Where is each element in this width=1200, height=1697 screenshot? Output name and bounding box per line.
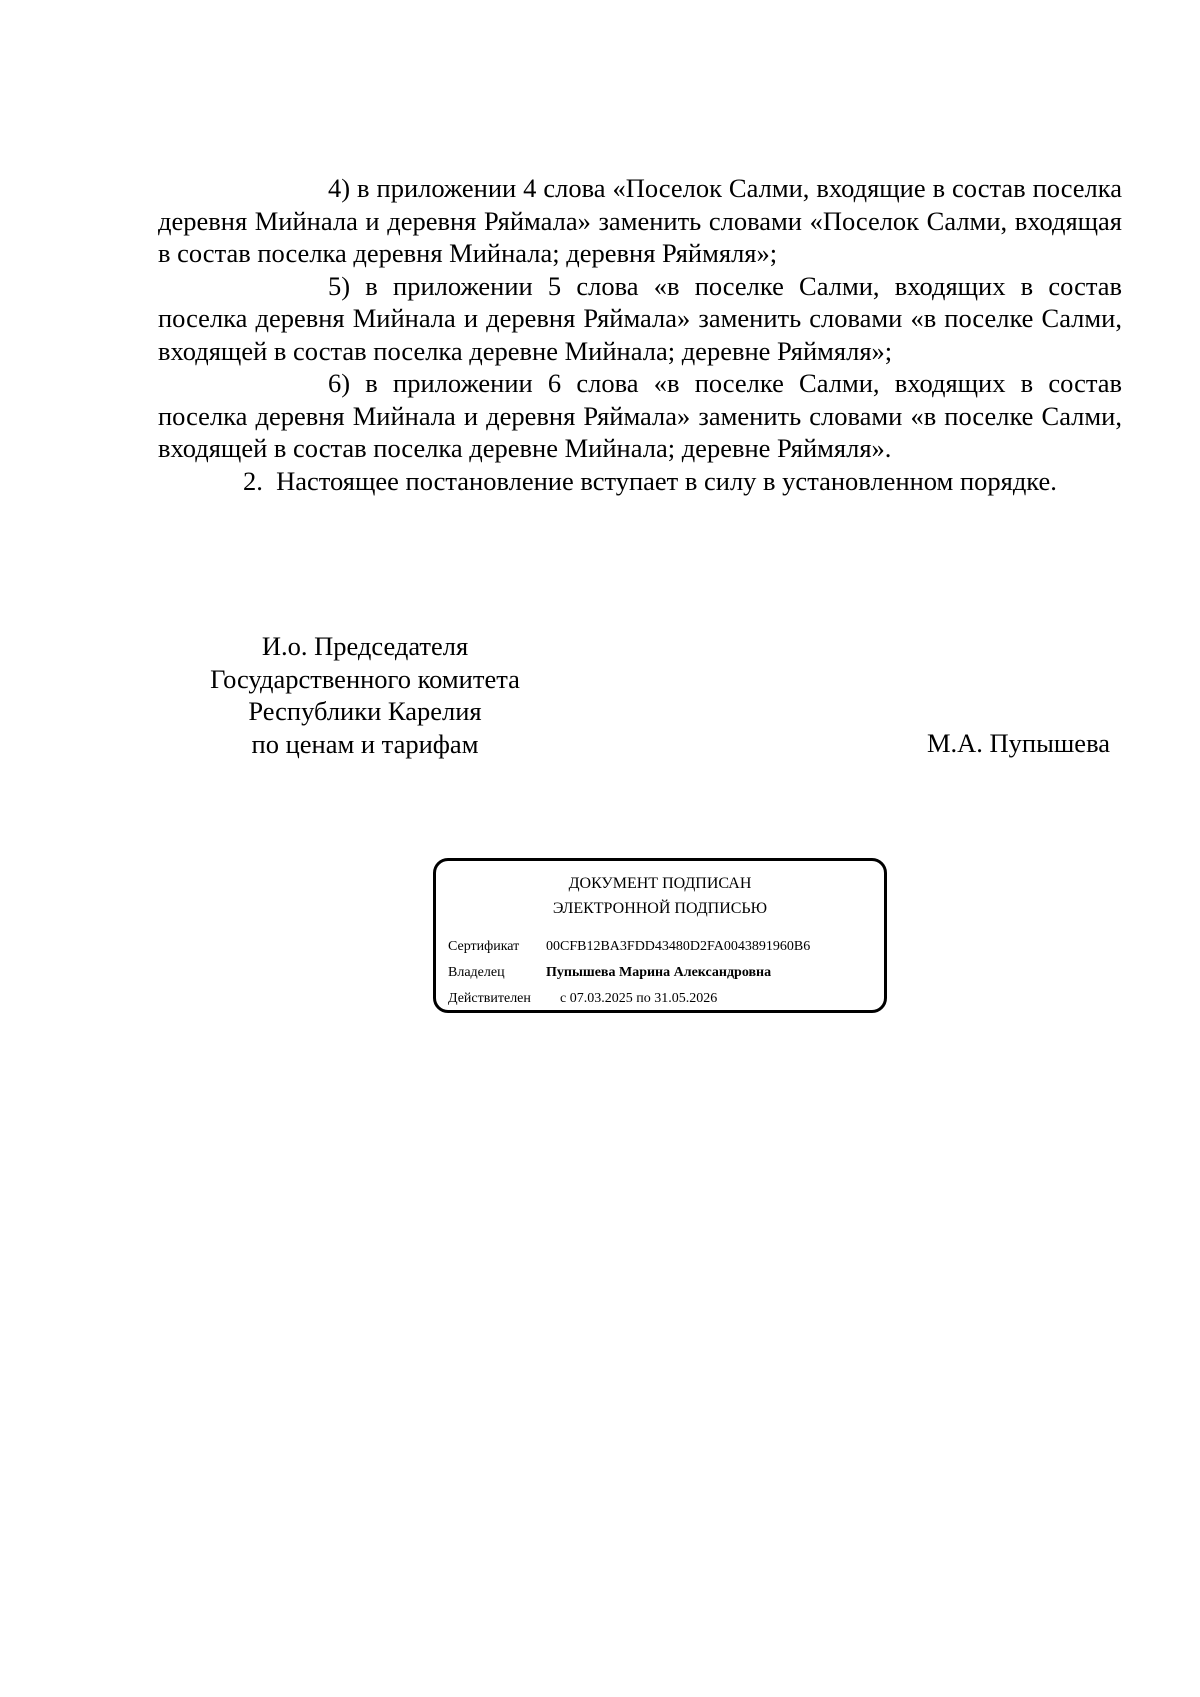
signatory-name: М.А. Пупышева: [926, 728, 1110, 758]
certificate-value: 00CFB12BA3FDD43480D2FA0043891960B6: [546, 939, 811, 954]
owner-value: Пупышева Марина Александровна: [546, 965, 772, 980]
signatory-title-line: по ценам и тарифам: [251, 728, 479, 759]
signatory-title-line: И.о. Председателя: [261, 631, 469, 661]
owner-label: Владелец: [448, 965, 505, 980]
stamp-title-line: ДОКУМЕНТ ПОДПИСАН: [568, 875, 752, 892]
item-text: в приложении 4 слова «Поселок Салми, входящие в состав поселка деревня Мийнала и деревня Ряймала» заменить словами «Поселок Салми, входящая в состав поселка деревня Мийнала; деревня Ряймяля»;: [158, 173, 1123, 268]
item-number: 4): [328, 173, 351, 203]
clause-text: Настоящее постановление вступает в силу в установленном порядке.: [276, 465, 1057, 496]
signatory-title: [180, 630, 550, 760]
item-number: 6): [328, 368, 351, 398]
amendment-item-6: [158, 367, 1122, 465]
clause-number: 2.: [243, 465, 263, 496]
validity-label: Действителен: [448, 991, 531, 1006]
validity-value: с 07.03.2025 по 31.05.2026: [560, 991, 718, 1006]
stamp-title-line: ЭЛЕКТРОННОЙ ПОДПИСЬЮ: [552, 900, 768, 917]
stamp-owner-row: [448, 965, 771, 981]
item-text: в приложении 5 слова «в поселке Салми, входящих в состав поселка деревня Мийнала и деревня Ряймала» заменить словами «в поселке Салми, входящей в состав поселка деревне Мийнала; деревне Ряймяля»;: [158, 270, 1123, 366]
stamp-validity-row: [448, 991, 717, 1007]
certificate-label: Сертификат: [448, 939, 520, 954]
signatory-title-line: Государственного комитета: [210, 663, 520, 694]
stamp-title: [436, 871, 884, 921]
signatory-title-line: Республики Карелия: [248, 696, 482, 726]
item-number: 5): [328, 270, 351, 301]
effective-clause: [158, 465, 1122, 498]
amendment-item-4: [158, 172, 1122, 270]
document-body: [158, 172, 1122, 497]
amendment-item-5: [158, 270, 1122, 368]
item-text: в приложении 6 слова «в поселке Салми, входящих в состав поселка деревня Мийнала и деревня Ряймала» заменить словами «в поселке Салми, входящей в состав поселка деревне Мийнала; деревне Ряймяля».: [158, 368, 1123, 463]
stamp-certificate-row: [448, 939, 810, 955]
electronic-signature-stamp: [433, 858, 887, 1013]
